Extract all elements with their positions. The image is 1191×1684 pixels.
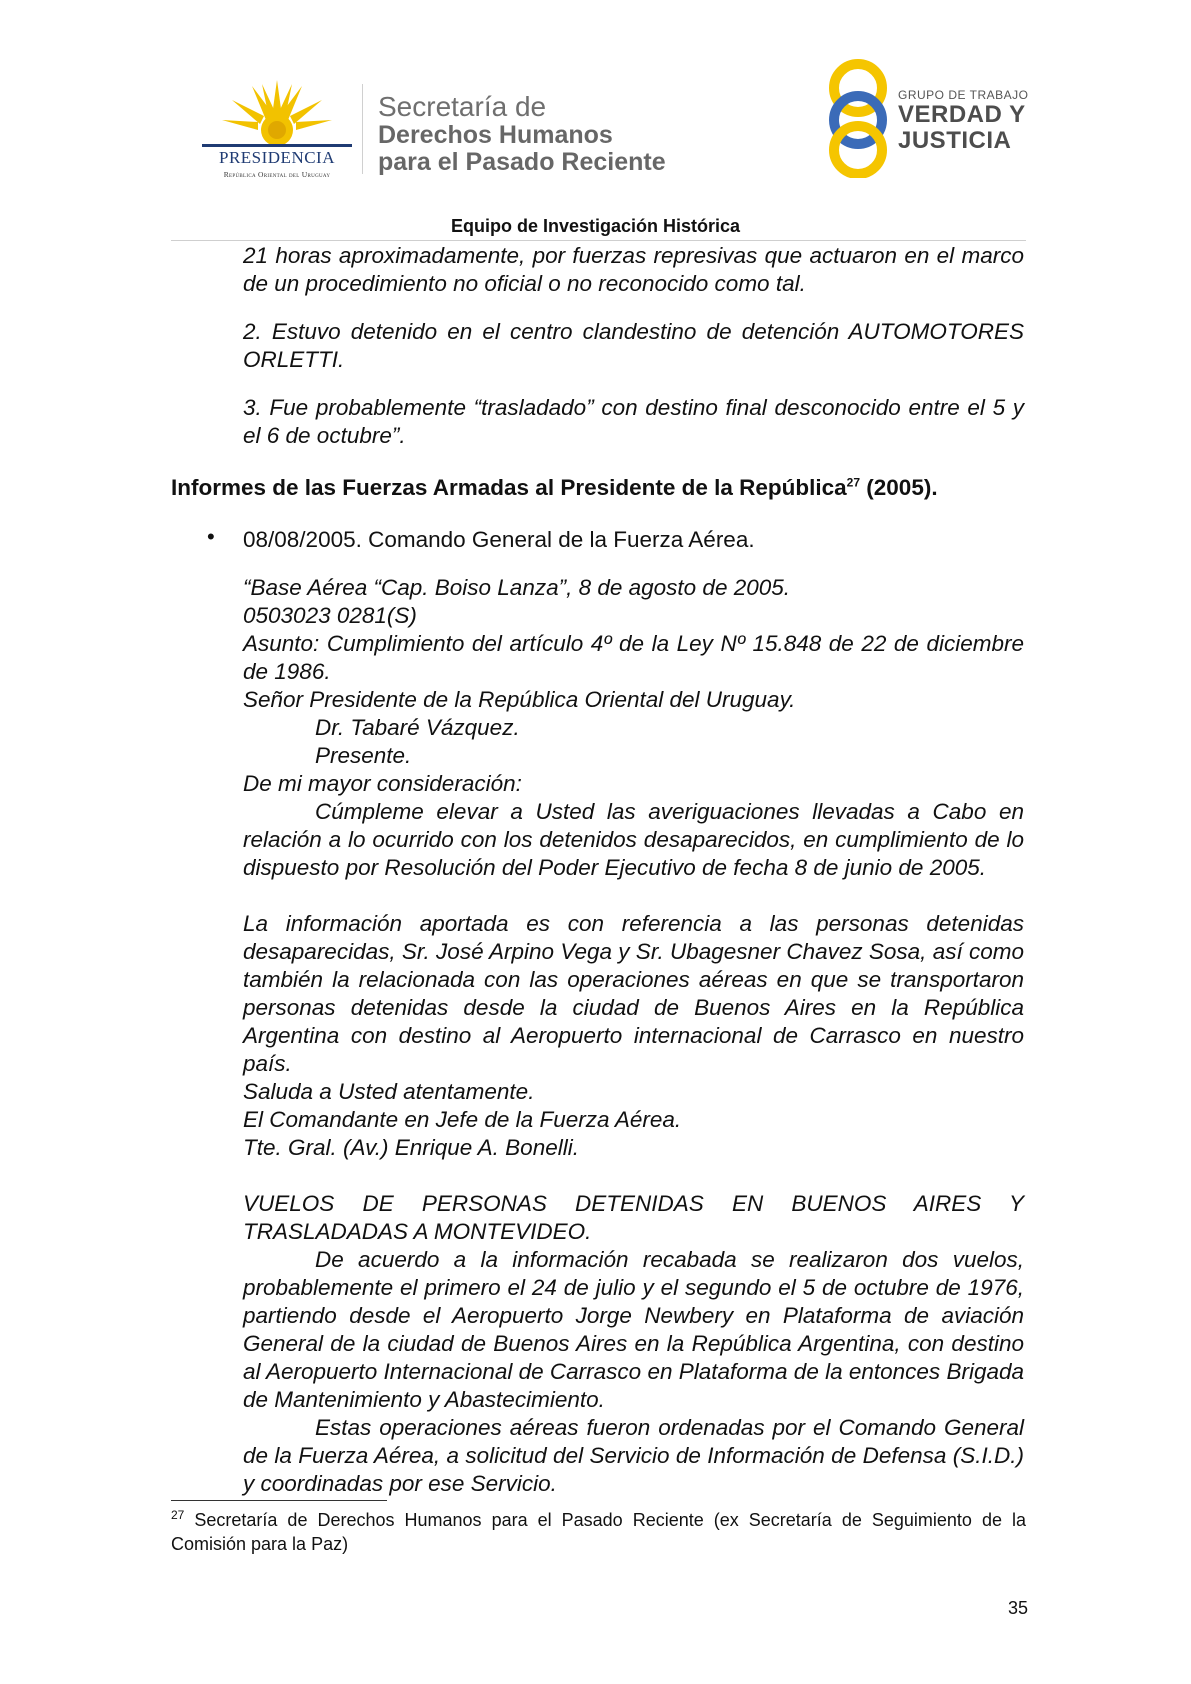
bullet-item: 08/08/2005. Comando General de la Fuerza Aérea.: [243, 527, 755, 552]
presidencia-logo: [192, 78, 362, 178]
presidencia-subtitle: República Oriental del Uruguay: [223, 170, 331, 179]
linked-rings-icon: [822, 58, 894, 178]
letter-subject: Asunto: Cumplimiento del artículo 4º de la Ley Nº 15.848 de 22 de diciembre de 1986.: [243, 631, 1024, 684]
footnote-number: 27: [171, 1508, 185, 1522]
letter-signer-name: Tte. Gral. (Av.) Enrique A. Bonelli.: [243, 1135, 579, 1160]
vuelos-paragraph-1: De acuerdo a la información recabada se realizaron dos vuelos, probablemente el primero el 24 de julio y el segundo el 5 de octubre de 1976, partiendo desde el Aeropuerto Jorge Newbery en Plataforma de aviación General de la ciudad de Buenos Aires en la República Argentina, con destino al Aeropuerto Internacional de Carrasco en Plataforma de la entonces Brigada de Mantenimiento y Abastecimiento.: [243, 1247, 1024, 1412]
letter-closing: Saluda a Usted atentamente.: [243, 1079, 535, 1104]
verdad-justicia-logo: [822, 58, 1062, 178]
letter-paragraph-1: Cúmpleme elevar a Usted las averiguaciones llevadas a Cabo en relación a lo ocurrido con los detenidos desaparecidos, en cumplimiento de lo dispuesto por Resolución del Poder Ejecutivo de fecha 8 de junio de 2005.: [243, 799, 1024, 880]
section-heading: [171, 474, 938, 502]
letter-reference: 0503023 0281(S): [243, 603, 417, 628]
logo-divider: [362, 84, 363, 174]
page-number: 35: [1007, 1598, 1028, 1618]
footnote-ref[interactable]: 27: [846, 475, 861, 490]
letter-salutation: De mi mayor consideración:: [243, 771, 522, 796]
grupo-line3: JUSTICIA: [898, 127, 1012, 154]
bullet-icon: •: [207, 524, 215, 549]
footnote-text: Secretaría de Derechos Humanos para el Pasado Reciente (ex Secretaría de Seguimiento de la Comisión para la Paz): [171, 1510, 1026, 1554]
point-2: 2. Estuvo detenido en el centro clandestino de detención AUTOMOTORES ORLETTI.: [243, 319, 1024, 372]
section-heading-year: (2005).: [860, 475, 938, 500]
vuelos-title: VUELOS DE PERSONAS DETENIDAS EN BUENOS AIRES Y TRASLADADAS A MONTEVIDEO.: [243, 1191, 1024, 1244]
letter-recipient-name: Dr. Tabaré Vázquez.: [315, 715, 520, 740]
secretaria-logo: [378, 92, 738, 176]
sun-emblem-icon: [192, 78, 362, 150]
vuelos-paragraph-2: Estas operaciones aéreas fueron ordenadas por el Comando General de la Fuerza Aérea, a solicitud del Servicio de Información de Defensa (S.I.D.) y coordinadas por ese Servicio.: [243, 1415, 1024, 1496]
secretaria-line2: Derechos Humanos: [378, 121, 613, 149]
header-divider: [171, 240, 1026, 241]
intro-paragraph: 21 horas aproximadamente, por fuerzas represivas que actuaron en el marco de un procedimiento no oficial o no reconocido como tal.: [243, 243, 1024, 296]
section-heading-text: Informes de las Fuerzas Armadas al Presidente de la República: [171, 475, 847, 500]
grupo-line2: VERDAD Y: [898, 101, 1026, 128]
secretaria-line3: para el Pasado Reciente: [378, 148, 666, 176]
letter-presente: Presente.: [315, 743, 412, 768]
letter-addressee: Señor Presidente de la República Oriental del Uruguay.: [243, 687, 796, 712]
letter-signer-title: El Comandante en Jefe de la Fuerza Aérea.: [243, 1107, 682, 1132]
point-3: 3. Fue probablemente “trasladado” con destino final desconocido entre el 5 y el 6 de octubre”.: [243, 395, 1024, 448]
grupo-line1: GRUPO DE TRABAJO: [898, 88, 1029, 102]
letter-header: “Base Aérea “Cap. Boiso Lanza”, 8 de agosto de 2005.: [243, 575, 791, 600]
footnote-divider: [171, 1500, 387, 1501]
secretaria-line1: Secretaría de: [378, 91, 547, 122]
letter-paragraph-2: La información aportada es con referencia a las personas detenidas desaparecidas, Sr. José Arpino Vega y Sr. Ubagesner Chavez Sosa, así como también la relacionada con las operaciones aéreas en que se transportaron personas detenidas desde la ciudad de Buenos Aires en la República Argentina con destino al Aeropuerto internacional de Carrasco en nuestro país.: [243, 911, 1024, 1076]
footnote: [171, 1508, 1026, 1556]
presidencia-wordmark: PRESIDENCIA: [218, 148, 335, 167]
department-title: Equipo de Investigación Histórica: [450, 216, 741, 236]
